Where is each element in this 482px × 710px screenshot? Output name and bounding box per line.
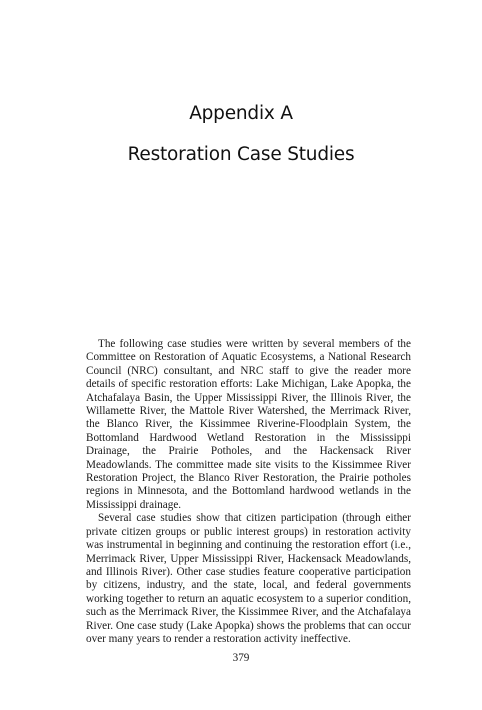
appendix-label: Appendix A [189, 103, 293, 124]
paragraph-2: Several case studies show that citizen participation (through either private citizen groups or public interest groups) in restoration activity was instrumental in beginning and continuing the restoration effort (i.e., Merrimack River, Upper Mississippi River, Hackensack Meadowlands, and Illinois River). Other case studies feature cooperative participation by citizens, industry, and the state, local, and federal governments working together to return an aquatic ecosystem to a superior condition, such as the Merrimack River, the Kissimmee River, and the Atchafalaya River. One case study (Lake Apopka) shows the problems that can occur over many years to render a restoration activity ineffective. [86, 512, 411, 645]
page-number: 379 [232, 652, 250, 664]
body-text [86, 338, 411, 646]
page-title: Restoration Case Studies [127, 144, 355, 165]
paragraph-1: The following case studies were written by several members of the Committee on Restoration of Aquatic Ecosystems, a National Research Council (NRC) consultant, and NRC staff to give the reader more details of specific restoration efforts: Lake Michigan, Lake Apopka, the Atchafalaya Basin, the Upper Mississippi River, the Illinois River, the Willamette River, the Mattole River Watershed, the Merrimack River, the Blanco River, the Kissimmee Riverine-Floodplain System, the Bottomland Hardwood Wetland Restoration in the Mississippi Drainage, the Prairie Potholes, and the Hackensack River Meadowlands. The committee made site visits to the Kissimmee River Restoration Project, the Blanco River Restoration, the Prairie potholes regions in Minnesota, and the Bottomland hardwood wetlands in the Mississippi drainage. [86, 338, 411, 511]
